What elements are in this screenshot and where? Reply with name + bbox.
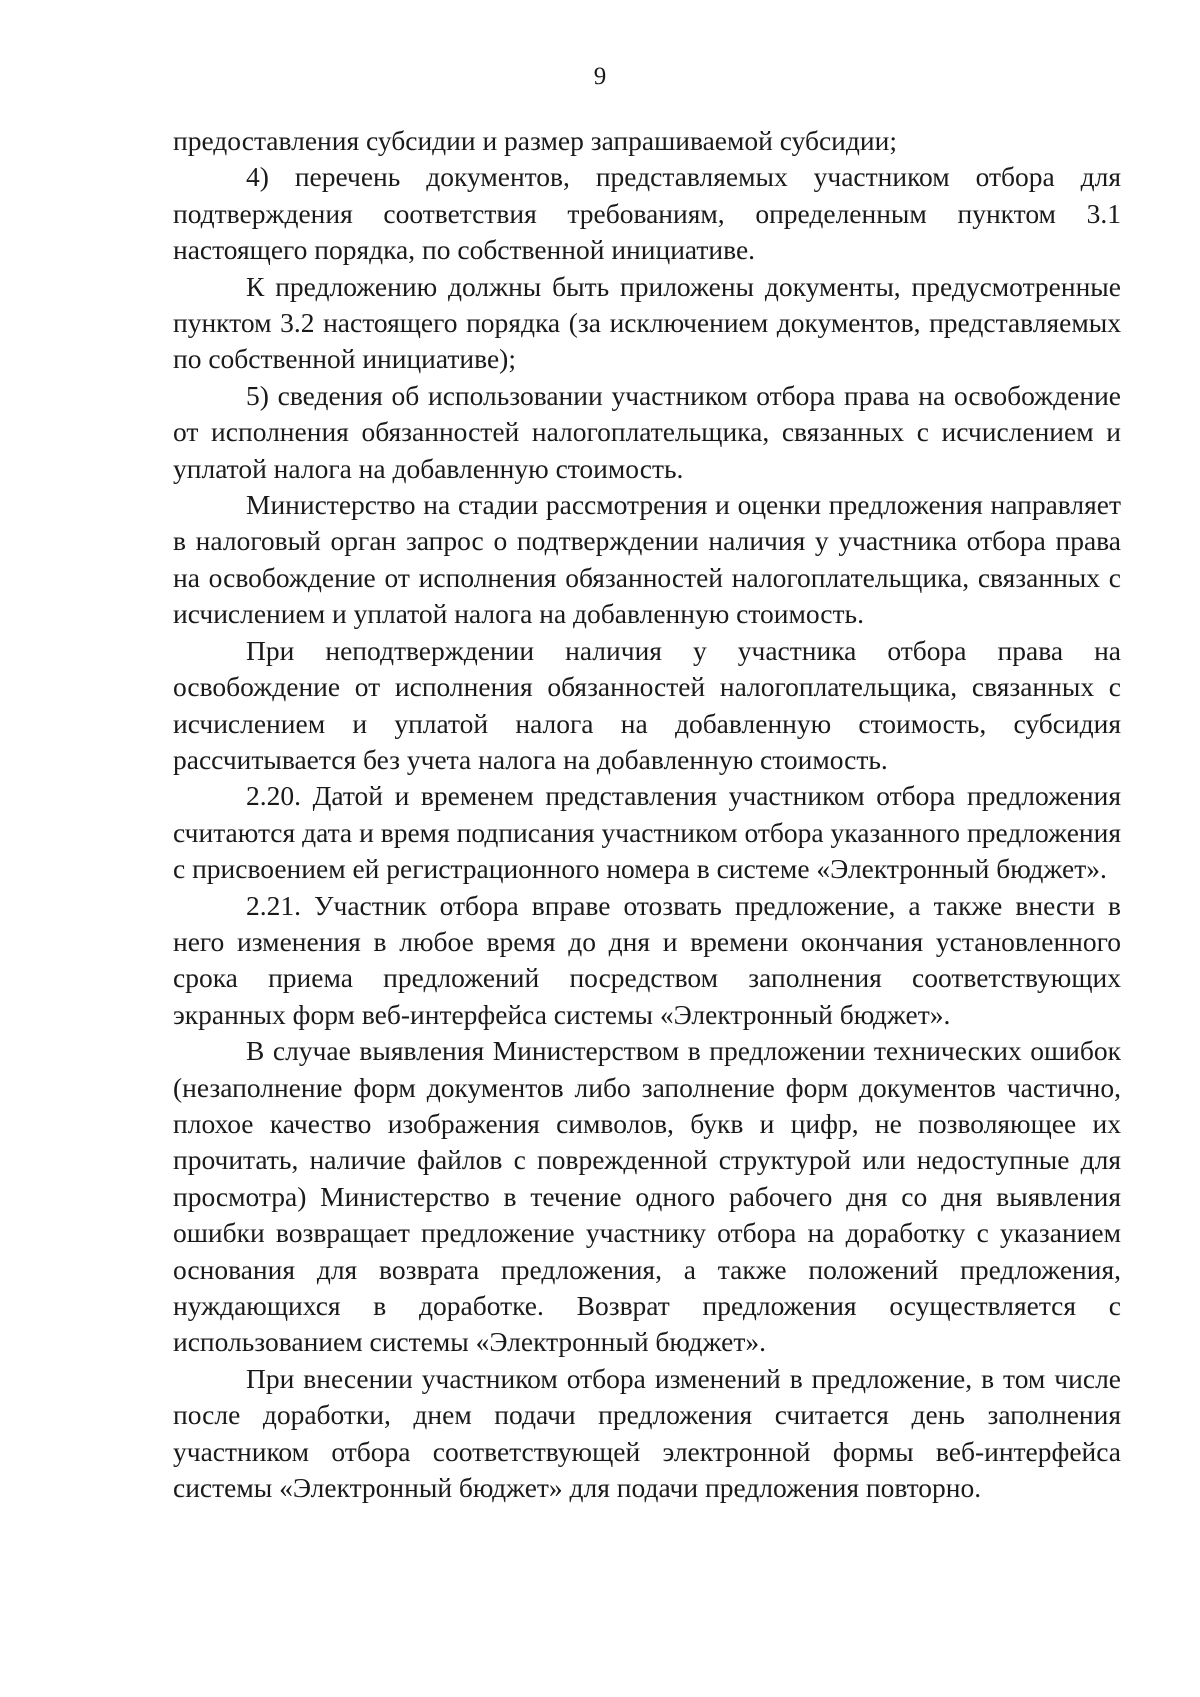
paragraph-2-21: 2.21. Участник отбора вправе отозвать предложение, а также внести в него изменения в любое время до дня и времени окончания установленного срока приема предложений посредством заполнения соответствующих экранных форм веб-интерфейса системы «Электронный бюджет». — [173, 889, 1121, 1030]
paragraph-ministry-request: Министерство на стадии рассмотрения и оценки предложения направляет в налоговый орган запрос о подтверждении наличия у участника отбора права на освобождение от исполнения обязанностей налогоплательщика, связанных с исчислением и уплатой налога на добавленную стоимость. — [173, 489, 1121, 630]
paragraph-continuation: предоставления субсидии и размер запрашиваемой субсидии; — [173, 125, 897, 156]
paragraph-resubmission: При внесении участником отбора изменений в предложение, в том числе после доработки, днем подачи предложения считается день заполнения участником отбора соответствующей электронной формы веб-интерфейса системы «Электронный бюджет» для подачи предложения повторно. — [173, 1362, 1121, 1504]
paragraph-non-confirmation: При неподтверждении наличия у участника отбора права на освобождение от исполнения обязанностей налогоплательщика, связанных с исчислением и уплатой налога на добавленную стоимость, субсидия рассчитывается без учета налога на добавленную стоимость. — [173, 634, 1121, 775]
document-body — [173, 123, 1121, 1506]
paragraph-technical-errors: В случае выявления Министерством в предложении технических ошибок (незаполнение форм документов либо заполнение форм документов частично, плохое качество изображения символов, букв и цифр, не позволяющее их прочитать, наличие файлов с поврежденной структурой или недоступные для просмотра) Министерство в течение одного рабочего дня со дня выявления ошибки возвращает предложение участнику отбора на доработку с указанием основания для возврата предложения, а также положений предложения, нуждающихся в доработке. Возврат предложения осуществляется с использованием системы «Электронный бюджет». — [173, 1035, 1121, 1358]
paragraph-item-5: 5) сведения об использовании участником отбора права на освобождение от исполнения обязанностей налогоплательщика, связанных с исчислением и уплатой налога на добавленную стоимость. — [173, 379, 1121, 484]
paragraph-item-4: 4) перечень документов, представляемых участником отбора для подтверждения соответствия требованиям, определенным пунктом 3.1 настоящего порядка, по собственной инициативе. — [173, 161, 1121, 266]
page-number: 9 — [593, 63, 607, 90]
paragraph-attachments: К предложению должны быть приложены документы, предусмотренные пунктом 3.2 настоящего порядка (за исключением документов, представляемых по собственной инициативе); — [173, 270, 1121, 375]
paragraph-2-20: 2.20. Датой и временем представления участником отбора предложения считаются дата и время подписания участником отбора указанного предложения с присвоением ей регистрационного номера в системе «Электронный бюджет». — [173, 780, 1121, 885]
